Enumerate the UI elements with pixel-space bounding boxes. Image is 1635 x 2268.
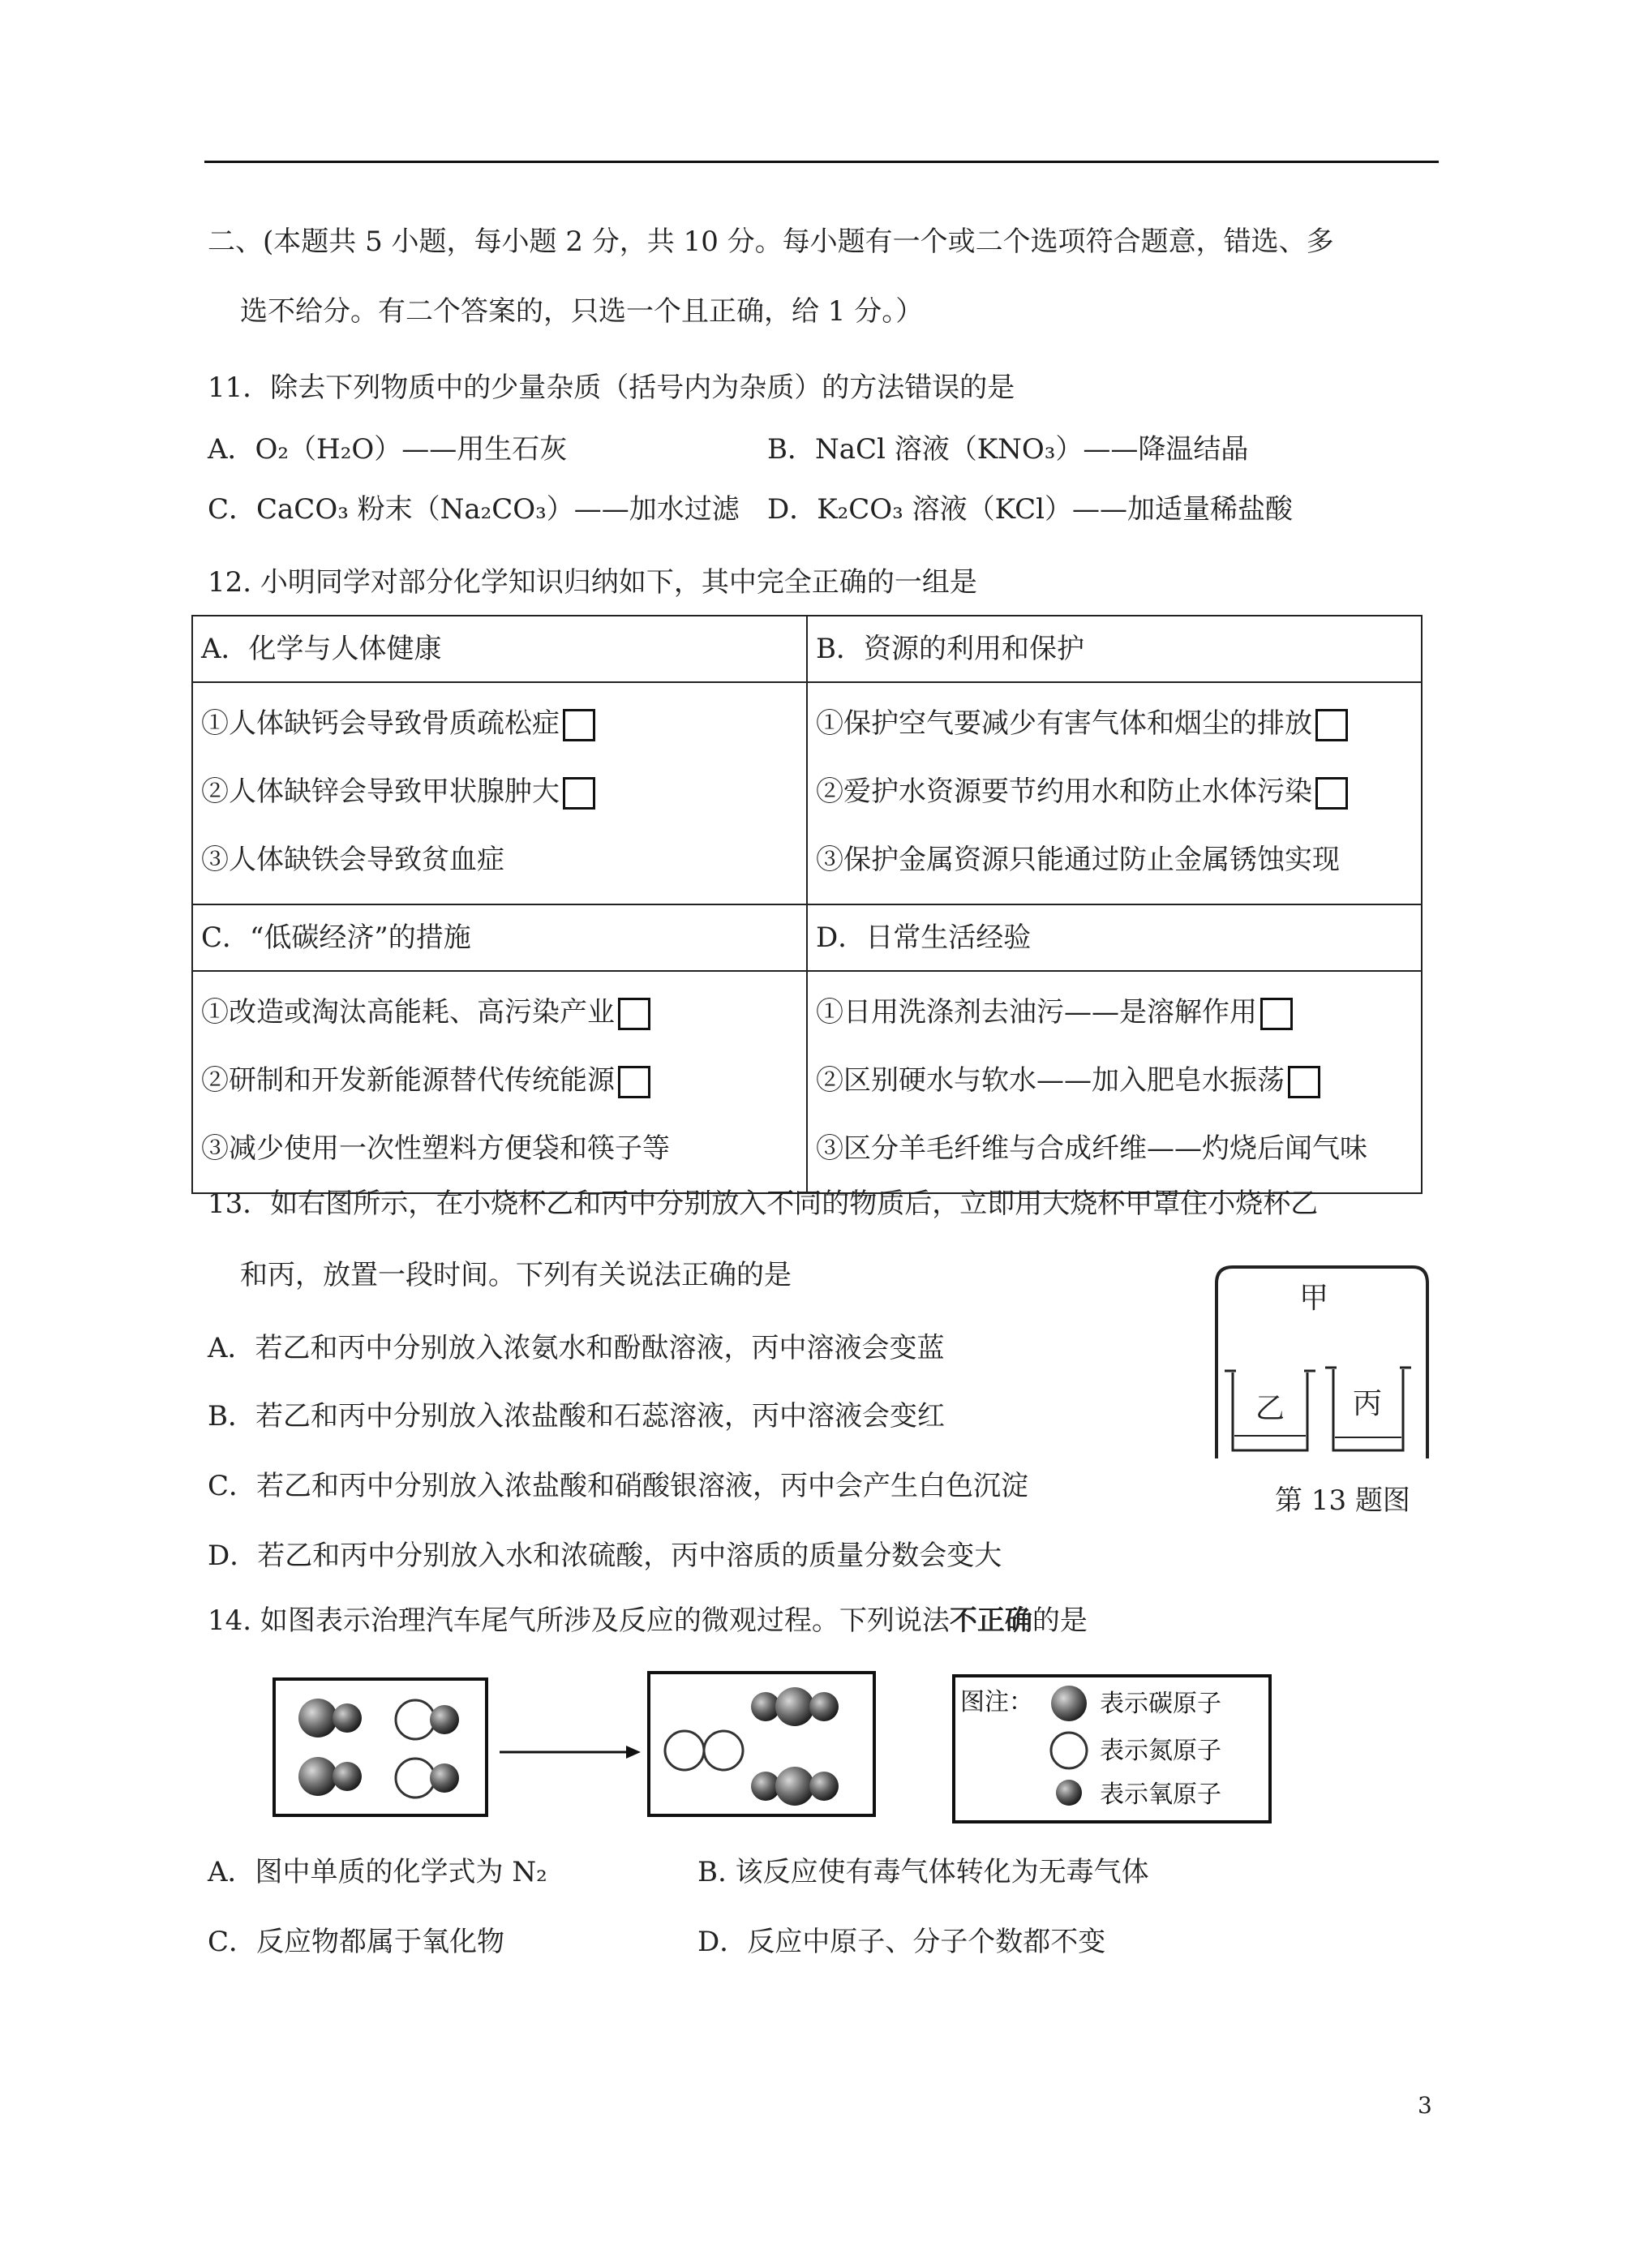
q11-option-a: A．O₂（H₂O）——用生石灰 bbox=[208, 433, 568, 466]
q13-option-b: B．若乙和丙中分别放入浓盐酸和石蕊溶液，丙中溶液会变红 bbox=[208, 1400, 945, 1433]
q12-a-item-text: ①人体缺钙会导致骨质疏松症 bbox=[201, 707, 560, 740]
q13-option-a: A．若乙和丙中分别放入浓氨水和酚酞溶液，丙中溶液会变蓝 bbox=[208, 1332, 945, 1364]
legend-oxygen-icon bbox=[1056, 1780, 1082, 1806]
q13-option-c: C．若乙和丙中分别放入浓盐酸和硝酸银溶液，丙中会产生白色沉淀 bbox=[208, 1470, 1029, 1502]
carbon-atom bbox=[775, 1687, 814, 1726]
nitrogen-atom bbox=[396, 1700, 435, 1739]
q14-stem bbox=[208, 1603, 1088, 1639]
answer-box bbox=[1315, 709, 1348, 741]
q12-c-item bbox=[201, 983, 798, 1051]
q12-d-item-text: ③区分羊毛纤维与合成纤维——灼烧后闻气味 bbox=[816, 1132, 1367, 1165]
answer-box bbox=[1260, 998, 1293, 1030]
q12-b-item-text: ②爱护水资源要节约用水和防止水体污染 bbox=[816, 775, 1312, 808]
oxygen-atom bbox=[430, 1705, 459, 1734]
q12-d-item bbox=[816, 983, 1413, 1051]
answer-box bbox=[1288, 1066, 1320, 1098]
oxygen-atom bbox=[333, 1703, 362, 1733]
nitrogen-atom bbox=[396, 1759, 435, 1798]
q14-option-d: D．反应中原子、分子个数都不变 bbox=[697, 1926, 1106, 1958]
q13-option-d: D．若乙和丙中分别放入水和浓硫酸，丙中溶质的质量分数会变大 bbox=[208, 1540, 1002, 1572]
nitrogen-atom bbox=[665, 1731, 704, 1770]
q11-stem: 11．除去下列物质中的少量杂质（括号内为杂质）的方法错误的是 bbox=[208, 372, 1015, 404]
figure-caption: 第 13 题图 bbox=[1275, 1484, 1410, 1517]
q12-b-item bbox=[816, 694, 1413, 762]
legend-nitrogen-icon bbox=[1051, 1733, 1087, 1768]
q13-stem-line1: 13．如右图所示，在小烧杯乙和丙中分别放入不同的物质后，立即用大烧杯甲罩住小烧杯乙 bbox=[208, 1188, 1319, 1220]
q12-group-a-items bbox=[192, 682, 807, 904]
oxygen-atom bbox=[809, 1692, 839, 1721]
q12-c-item bbox=[201, 1119, 798, 1188]
q12-b-item-text: ③保护金属资源只能通过防止金属锈蚀实现 bbox=[816, 844, 1340, 876]
q12-c-item bbox=[201, 1051, 798, 1119]
page-number: 3 bbox=[1418, 2092, 1432, 2119]
q12-c-item-text: ②研制和开发新能源替代传统能源 bbox=[201, 1064, 615, 1097]
q12-b-item bbox=[816, 831, 1413, 899]
left-beaker-label: 乙 bbox=[1255, 1392, 1285, 1425]
beaker-figure bbox=[1200, 1249, 1444, 1476]
q12-a-item bbox=[201, 694, 798, 762]
q12-d-item-text: ②区别硬水与软水——加入肥皂水振荡 bbox=[816, 1064, 1285, 1097]
q14-option-b: B. 该反应使有毒气体转化为无毒气体 bbox=[697, 1856, 1149, 1888]
reactants-box bbox=[274, 1679, 487, 1815]
q12-group-c-items bbox=[192, 971, 807, 1193]
q14-stem-end: 的是 bbox=[1032, 1604, 1088, 1637]
legend-nitrogen-label: 表示氮原子 bbox=[1100, 1737, 1221, 1765]
q11-option-b: B．NaCl 溶液（KNO₃）——降温结晶 bbox=[767, 433, 1249, 466]
legend-carbon-label: 表示碳原子 bbox=[1100, 1690, 1221, 1718]
legend-title: 图注： bbox=[960, 1688, 1033, 1716]
oxygen-atom bbox=[430, 1763, 459, 1793]
q12-d-item bbox=[816, 1119, 1413, 1188]
q12-d-item bbox=[816, 1051, 1413, 1119]
right-beaker-label: 丙 bbox=[1352, 1387, 1383, 1420]
nitrogen-atom bbox=[704, 1731, 743, 1770]
q12-c-item-text: ①改造或淘汰高能耗、高污染产业 bbox=[201, 996, 615, 1029]
reaction-diagram bbox=[268, 1663, 1322, 1841]
q12-table bbox=[191, 615, 1423, 1194]
header-rule bbox=[204, 161, 1439, 163]
answer-box bbox=[563, 709, 595, 741]
q12-a-item-text: ②人体缺锌会导致甲状腺肿大 bbox=[201, 775, 560, 808]
q12-group-a-title: A．化学与人体健康 bbox=[192, 616, 807, 682]
q12-group-c-title: C．“低碳经济”的措施 bbox=[192, 904, 807, 971]
q12-c-item-text: ③减少使用一次性塑料方便袋和筷子等 bbox=[201, 1132, 670, 1165]
q11-option-d: D．K₂CO₃ 溶液（KCl）——加适量稀盐酸 bbox=[767, 493, 1293, 526]
answer-box bbox=[618, 1066, 650, 1098]
q11-option-c: C．CaCO₃ 粉末（Na₂CO₃）——加水过滤 bbox=[208, 493, 740, 526]
section-heading-line1: 二、(本题共 5 小题，每小题 2 分，共 10 分。每小题有一个或二个选项符合题意，错选、多 bbox=[208, 226, 1334, 258]
carbon-atom bbox=[775, 1767, 814, 1806]
q12-group-b-items bbox=[807, 682, 1422, 904]
q12-a-item bbox=[201, 762, 798, 831]
answer-box bbox=[563, 777, 595, 810]
q12-d-item-text: ①日用洗涤剂去油污——是溶解作用 bbox=[816, 996, 1257, 1029]
section-heading-line2: 选不给分。有二个答案的，只选一个且正确，给 1 分。） bbox=[240, 295, 924, 328]
big-beaker-label: 甲 bbox=[1298, 1282, 1329, 1315]
legend-carbon-icon bbox=[1051, 1686, 1087, 1721]
q13-stem-line2: 和丙，放置一段时间。下列有关说法正确的是 bbox=[240, 1259, 792, 1291]
answer-box bbox=[618, 998, 650, 1030]
oxygen-atom bbox=[809, 1772, 839, 1801]
q12-a-item bbox=[201, 831, 798, 899]
q12-group-d-items bbox=[807, 971, 1422, 1193]
oxygen-atom bbox=[333, 1762, 362, 1791]
q14-stem-emphasis: 不正确 bbox=[949, 1604, 1032, 1637]
q12-stem: 12. 小明同学对部分化学知识归纳如下，其中完全正确的一组是 bbox=[208, 566, 977, 599]
q12-a-item-text: ③人体缺铁会导致贫血症 bbox=[201, 844, 504, 876]
answer-box bbox=[1315, 777, 1348, 810]
q14-option-a: A．图中单质的化学式为 N₂ bbox=[208, 1856, 547, 1888]
legend-oxygen-label: 表示氧原子 bbox=[1100, 1780, 1221, 1809]
q12-b-item-text: ①保护空气要减少有害气体和烟尘的排放 bbox=[816, 707, 1312, 740]
q12-group-b-title: B．资源的利用和保护 bbox=[807, 616, 1422, 682]
q14-stem-text: 14. 如图表示治理汽车尾气所涉及反应的微观过程。下列说法 bbox=[208, 1604, 950, 1637]
carbon-atom bbox=[298, 1699, 337, 1738]
q14-option-c: C．反应物都属于氧化物 bbox=[208, 1926, 505, 1958]
arrow-head bbox=[626, 1746, 641, 1759]
carbon-atom bbox=[298, 1757, 337, 1796]
q12-group-d-title: D．日常生活经验 bbox=[807, 904, 1422, 971]
q12-b-item bbox=[816, 762, 1413, 831]
